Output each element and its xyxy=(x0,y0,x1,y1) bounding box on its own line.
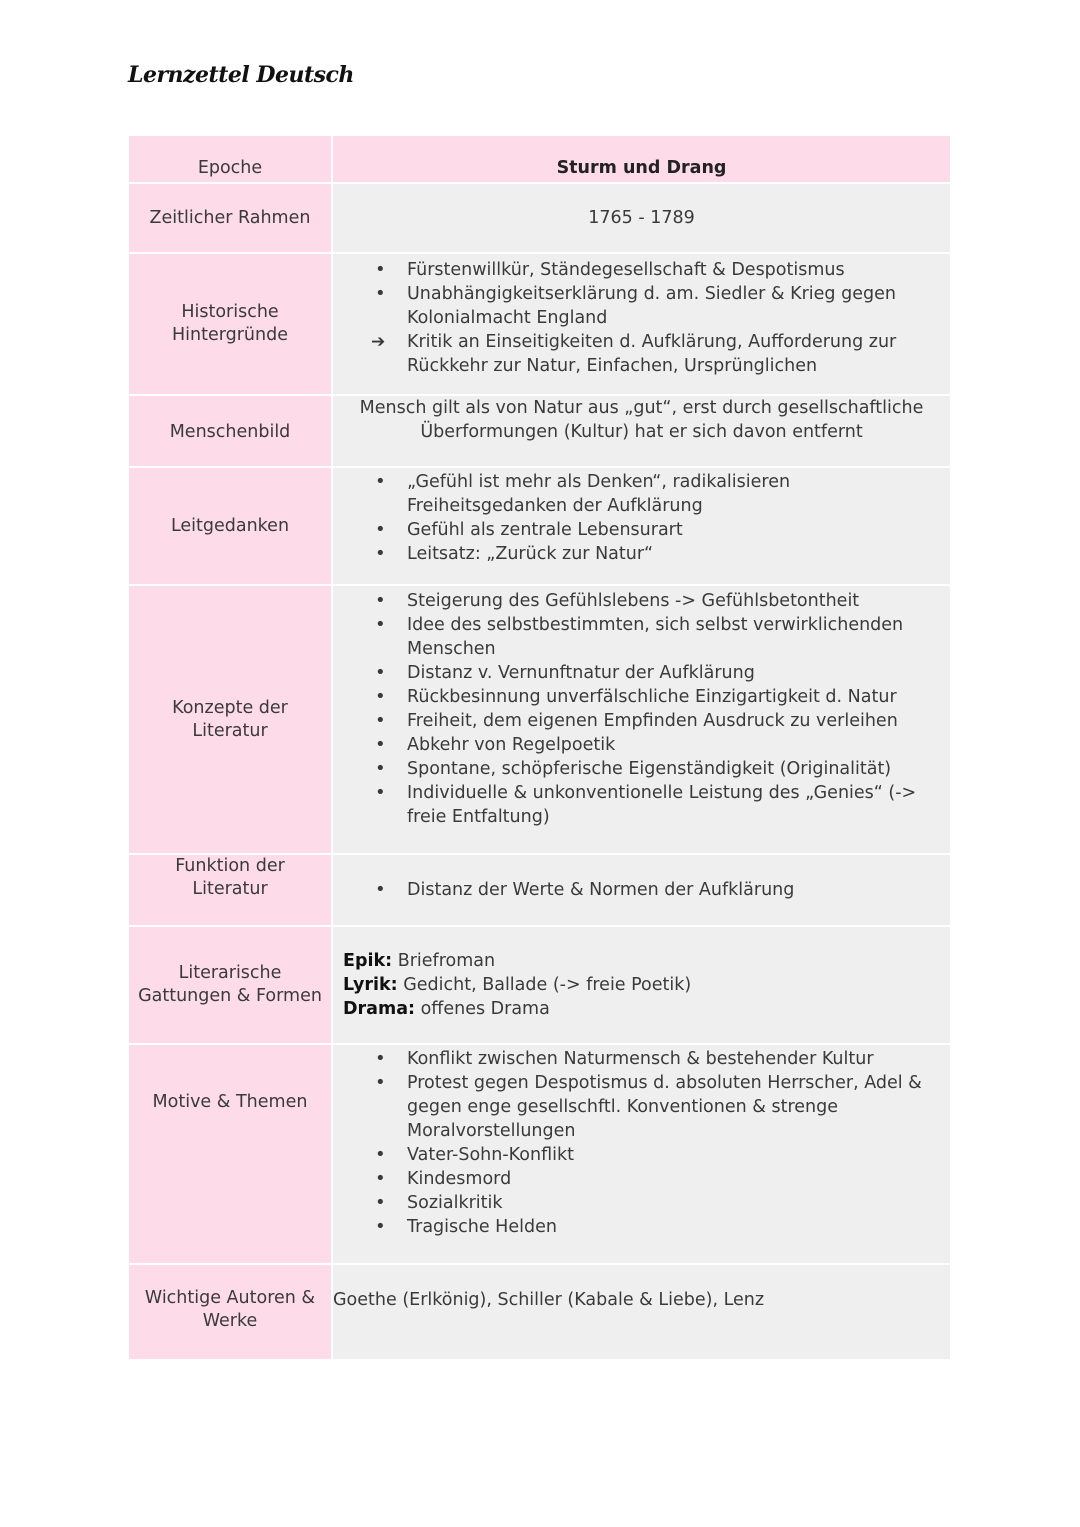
list-item: • Abkehr von Regelpoetik xyxy=(407,733,936,757)
list-item: • Kindesmord xyxy=(407,1167,936,1191)
list-item: • Vater-Sohn-Konflikt xyxy=(407,1143,936,1167)
drama-value: offenes Drama xyxy=(420,999,550,1019)
epoch-table xyxy=(129,136,950,1359)
table-row-leit xyxy=(129,468,950,586)
row-value-mensch: Mensch gilt als von Natur aus „gut“, erst durch gesellschaftliche Überformungen (Kultur) hat er sich davon entfernt xyxy=(333,396,950,468)
list-item: • Protest gegen Despotismus d. absoluten Herrscher, Adel & gegen enge gesellschftl. Konventionen & strenge Moralvorstellungen xyxy=(407,1071,936,1143)
list-item: • Fürstenwillkür, Ständegesellschaft & Despotismus xyxy=(407,258,936,282)
header-label: Epoche xyxy=(129,136,333,184)
row-label-gattungen: Literarische Gattungen & Formen xyxy=(129,927,333,1045)
table-header-row xyxy=(129,136,950,184)
row-label-zeit: Zeitlicher Rahmen xyxy=(129,184,333,254)
row-value-autoren: Goethe (Erlkönig), Schiller (Kabale & Liebe), Lenz xyxy=(333,1265,950,1359)
list-item: • Unabhängigkeitserklärung d. am. Siedler & Krieg gegen Kolonialmacht England xyxy=(407,282,936,330)
list-item: • Distanz der Werte & Normen der Aufklärung xyxy=(407,878,936,902)
list-item: • Tragische Helden xyxy=(407,1215,936,1239)
row-label-hist: Historische Hintergründe xyxy=(129,254,333,396)
list-item: • Gefühl als zentrale Lebensurart xyxy=(407,518,936,542)
row-label-funktion: Funktion der Literatur xyxy=(129,855,333,927)
konzepte-list xyxy=(333,589,950,829)
row-label-autoren: Wichtige Autoren & Werke xyxy=(129,1265,333,1359)
row-label-mensch: Menschenbild xyxy=(129,396,333,468)
gattung-epik xyxy=(343,949,940,973)
motive-list xyxy=(333,1047,950,1239)
page-title: Lernzettel Deutsch xyxy=(128,62,354,88)
list-item: • Sozialkritik xyxy=(407,1191,936,1215)
row-label-motive: Motive & Themen xyxy=(129,1045,333,1265)
gattung-lyrik xyxy=(343,973,940,997)
table-row-konzepte xyxy=(129,586,950,855)
header-value: Sturm und Drang xyxy=(333,136,950,184)
list-item: • „Gefühl ist mehr als Denken“, radikalisieren Freiheitsgedanken der Aufklärung xyxy=(407,470,936,518)
lyrik-label: Lyrik: xyxy=(343,975,398,995)
list-item: • Steigerung des Gefühlslebens -> Gefühlsbetontheit xyxy=(407,589,936,613)
list-item: • Leitsatz: „Zurück zur Natur“ xyxy=(407,542,936,566)
epik-value: Briefroman xyxy=(397,951,496,971)
table-row-funktion xyxy=(129,855,950,927)
table-row-autoren xyxy=(129,1265,950,1359)
hist-list xyxy=(333,258,950,378)
row-label-konzepte: Konzepte der Literatur xyxy=(129,586,333,855)
table-row-motive xyxy=(129,1045,950,1265)
list-item: • Spontane, schöpferische Eigenständigkeit (Originalität) xyxy=(407,757,936,781)
list-item: • Konflikt zwischen Naturmensch & bestehender Kultur xyxy=(407,1047,936,1071)
lyrik-value: Gedicht, Ballade (-> freie Poetik) xyxy=(403,975,692,995)
table-row-gattungen xyxy=(129,927,950,1045)
table-row-hist xyxy=(129,254,950,396)
list-item: • Distanz v. Vernunftnatur der Aufklärung xyxy=(407,661,936,685)
funktion-list xyxy=(333,878,950,902)
gattung-drama xyxy=(343,997,940,1021)
drama-label: Drama: xyxy=(343,999,416,1019)
table-row-zeit xyxy=(129,184,950,254)
list-item: • Freiheit, dem eigenen Empfinden Ausdruck zu verleihen xyxy=(407,709,936,733)
gattungen-block xyxy=(333,949,950,1021)
list-item: • Individuelle & unkonventionelle Leistung des „Genies“ (-> freie Entfaltung) xyxy=(407,781,936,829)
leit-list xyxy=(333,470,950,566)
row-label-leit: Leitgedanken xyxy=(129,468,333,586)
list-item: • Idee des selbstbestimmten, sich selbst verwirklichenden Menschen xyxy=(407,613,936,661)
list-item: • Rückbesinnung unverfälschliche Einzigartigkeit d. Natur xyxy=(407,685,936,709)
table-row-mensch xyxy=(129,396,950,468)
list-item: ➔ Kritik an Einseitigkeiten d. Aufklärung, Aufforderung zur Rückkehr zur Natur, Einfachen, Ursprünglichen xyxy=(407,330,936,378)
epik-label: Epik: xyxy=(343,951,393,971)
row-value-zeit: 1765 - 1789 xyxy=(333,184,950,254)
